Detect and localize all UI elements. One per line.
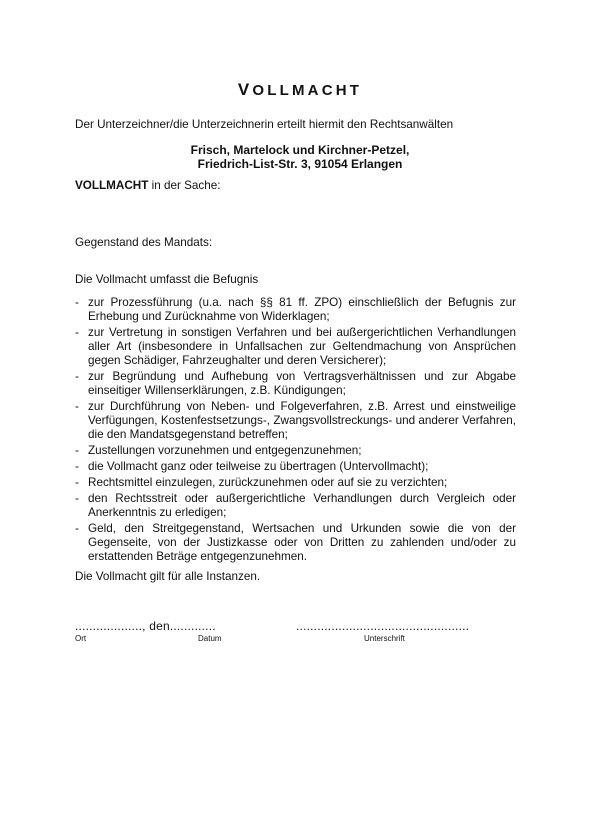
subject-bold: VOLLMACHT: [75, 179, 149, 192]
document-title: [0, 80, 600, 100]
list-dash: -: [75, 476, 79, 489]
list-item: - zur Vertretung in sonstigen Verfahren und bei außergerichtlichen Verhandlungen aller Art (insbesondere in Unfallsachen zur Geltendmachung von Ansprüchen gegen Schädiger, Fahrzeughalter und deren Versicherer);: [75, 326, 516, 367]
label-date: Datum: [198, 634, 222, 643]
subject-line: [75, 179, 221, 193]
list-item: - zur Begründung und Aufhebung von Vertragsverhältnissen und zur Abgabe einseitiger Willenserklärungen, z.B. Kündigungen;: [75, 369, 516, 397]
firm-name: Frisch, Martelock und Kirchner-Petzel,: [190, 143, 410, 157]
list-dash: -: [75, 522, 79, 536]
label-place: Ort: [75, 634, 87, 643]
closing-text: Die Vollmacht gilt für alle Instanzen.: [75, 570, 261, 583]
scope-intro: Die Vollmacht umfasst die Befugnis: [75, 273, 259, 286]
list-item: - Zustellungen vorzunehmen und entgegenzunehmen;: [75, 443, 362, 457]
list-dash: -: [75, 326, 79, 339]
list-dash: -: [75, 492, 79, 506]
intro-text: Der Unterzeichner/die Unterzeichnerin erteilt hiermit den Rechtsanwälten: [75, 118, 454, 131]
signature-line: .................................................: [296, 619, 470, 633]
list-dash: -: [75, 443, 79, 457]
list-item: - zur Durchführung von Neben- und Folgeverfahren, z.B. Arrest und einstweilige Verfügungen, Kostenfestsetzungs-, Zwangsvollstreckungs- und anderer Verfahren, die den Mandatsgegenstand betreffen;: [75, 399, 516, 441]
label-signature: Unterschrift: [364, 634, 405, 643]
subject-rest: in der Sache:: [148, 179, 221, 192]
list-item: - die Vollmacht ganz oder teilweise zu übertragen (Untervollmacht);: [75, 459, 429, 473]
list-dash: -: [75, 399, 79, 413]
title-rest: OLLMACHT: [252, 82, 363, 99]
list-dash: -: [75, 459, 79, 473]
title-initial: V: [237, 80, 253, 99]
place-date-line: ..................., den.............: [75, 619, 216, 633]
authority-list: [75, 296, 516, 566]
list-dash: -: [75, 369, 79, 383]
firm-address: Friedrich-List-Str. 3, 91054 Erlangen: [197, 157, 403, 171]
list-item: - Geld, den Streitgegenstand, Wertsachen und Urkunden sowie die von der Gegenseite, von der Justizkasse oder von Dritten zu zahlenden und/oder zu erstattenden Beträge entgegenzunehmen.: [75, 522, 516, 563]
list-dash: -: [75, 296, 79, 309]
list-item: - den Rechtsstreit oder außergerichtliche Verhandlungen durch Vergleich oder Anerkenntnis zu erledigen;: [75, 492, 516, 519]
mandate-label: Gegenstand des Mandats:: [75, 236, 213, 249]
list-item: - zur Prozessführung (u.a. nach §§ 81 ff. ZPO) einschließlich der Befugnis zur Erhebung und Zurücknahme von Widerklagen;: [75, 296, 516, 323]
list-item: - Rechtsmittel einzulegen, zurückzunehmen oder auf sie zu verzichten;: [75, 476, 448, 489]
